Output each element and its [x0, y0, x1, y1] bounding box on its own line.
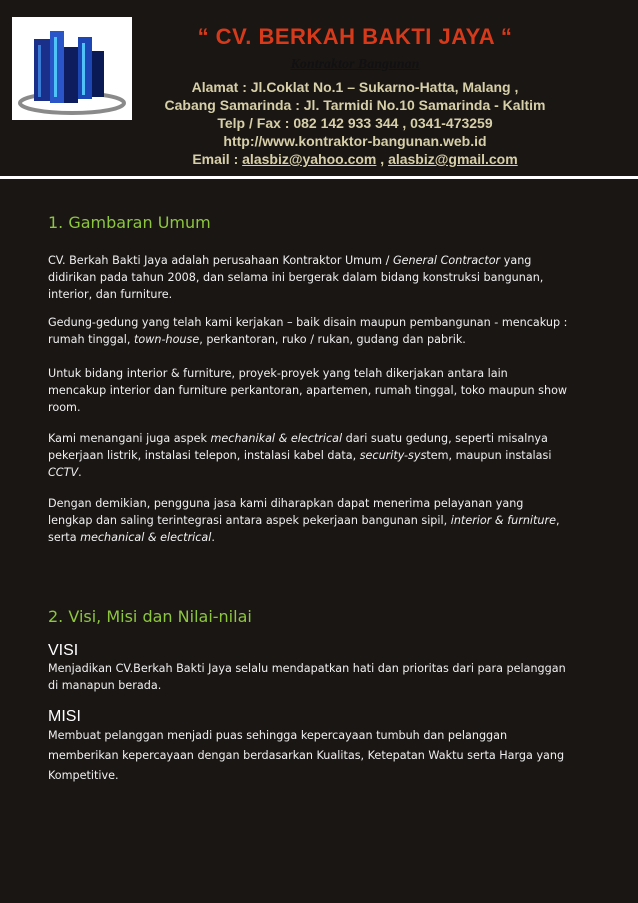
header-divider [0, 176, 638, 179]
letterhead [140, 24, 570, 168]
overview-paragraph-1: CV. Berkah Bakti Jaya adalah perusahaan Kontraktor Umum / General Contractor yang didirikan pada tahun 2008, dan selama ini bergerak dalam bidang konstruksi bangunan, interior, dan furniture. [48, 254, 544, 301]
section-heading-overview: 1. Gambaran Umum [48, 213, 211, 232]
overview-paragraph-3: Untuk bidang interior & furniture, proyek-proyek yang telah dikerjakan antara lain mencakup interior dan furniture perkantoran, apartemen, rumah tinggal, toko maupun show room. [48, 367, 568, 414]
overview-paragraph-5: Dengan demikian, pengguna jasa kami diharapkan dapat menerima pelayanan yang lengkap dan saling terintegrasi antara aspek pekerjaan bangunan sipil, interior & furniture, serta mechanical & electrical. [48, 497, 560, 544]
branch-line: Cabang Samarinda : Jl. Tarmidi No.10 Samarinda - Kaltim [164, 97, 546, 113]
building-logo-icon [12, 17, 132, 120]
website-line[interactable]: http://www.kontraktor-bangunan.web.id [223, 133, 487, 149]
visi-text: Menjadikan CV.Berkah Bakti Jaya selalu mendapatkan hati dan prioritas dari para pelanggan di manapun berada. [48, 662, 566, 692]
company-logo [12, 17, 132, 120]
phone-line: Telp / Fax : 082 142 933 344 , 0341-473259 [217, 115, 493, 131]
company-name: “ CV. BERKAH BAKTI JAYA “ [197, 24, 513, 49]
misi-text: Membuat pelanggan menjadi puas sehingga kepercayaan tumbuh dan pelanggan memberikan kepercayaan dengan berdasarkan Kualitas, Ketepatan Waktu serta Harga yang Kompetitive. [48, 729, 565, 782]
visi-title: VISI [48, 642, 79, 659]
email-label: Email : [192, 151, 239, 167]
email-link-yahoo[interactable]: alasbiz@yahoo.com [242, 151, 377, 167]
email-link-gmail[interactable]: alasbiz@gmail.com [388, 151, 518, 167]
address-line: Alamat : Jl.Coklat No.1 – Sukarno-Hatta, Malang , [191, 79, 519, 95]
email-line [140, 150, 570, 168]
company-subtitle: Kontraktor Bangunan [290, 57, 420, 72]
overview-paragraph-2: Gedung-gedung yang telah kami kerjakan – baik disain maupun pembangunan - mencakup : rumah tinggal, town-house, perkantoran, ruko / rukan, gudang dan pabrik. [48, 316, 568, 346]
misi-title: MISI [48, 708, 81, 725]
document-body [48, 212, 568, 786]
email-separator: , [380, 151, 385, 167]
section-heading-vision: 2. Visi, Misi dan Nilai-nilai [48, 607, 252, 626]
overview-paragraph-4: Kami menangani juga aspek mechanikal & electrical dari suatu gedung, seperti misalnya pekerjaan listrik, instalasi telepon, instalasi kabel data, security-system, maupun instalasi CCTV. [48, 432, 552, 479]
